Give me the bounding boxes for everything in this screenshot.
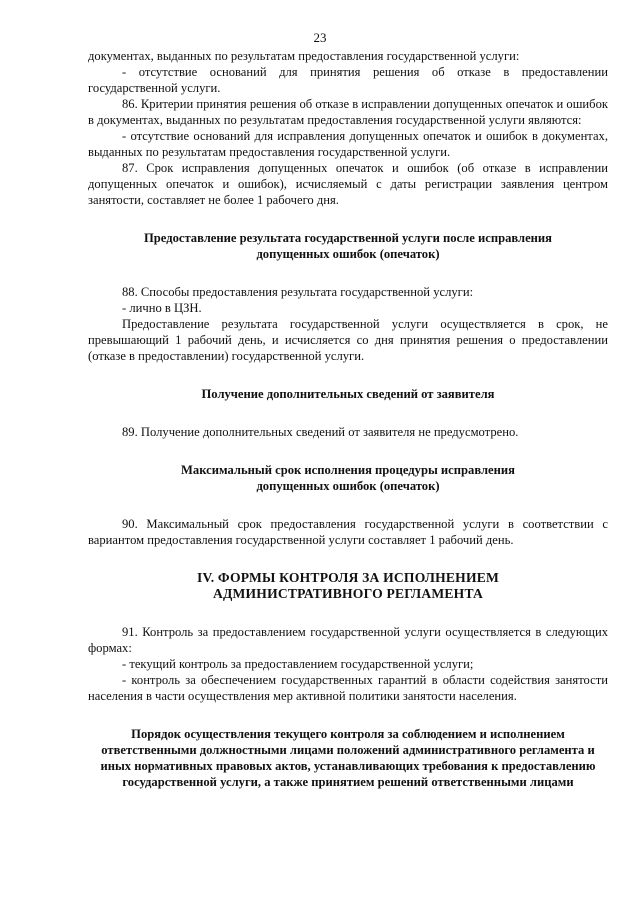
paragraph-91-item-1: - текущий контроль за предоставлением государственной услуги; [122, 657, 474, 671]
paragraph-86: 86. Критерии принятия решения об отказе в исправлении допущенных опечаток и ошибок в документах, выданных по результатам предоставления государственной услуги являются: [88, 97, 608, 127]
paragraph-89: 89. Получение дополнительных сведений от заявителя не предусмотрено. [122, 425, 519, 439]
paragraph-91-item-2: - контроль за обеспечением государственных гарантий в области содействия занятости населения в части осуществления мер активной политики занятости населения. [88, 673, 608, 703]
section-4-title-line-2: АДМИНИСТРАТИВНОГО РЕГЛАМЕНТА [212, 586, 484, 601]
page-number: 23 [313, 30, 327, 45]
heading-current-control-order: Порядок осуществления текущего контроля за соблюдением и исполнением ответственными должностными лицами положений административного регламента и иных нормативных правовых актов, устанавливающих требования к предоставлению государственной услуги, а также принятием решений ответственными лицами [100, 727, 596, 789]
heading-result-line-2: допущенных ошибок (опечаток) [256, 247, 440, 261]
paragraph-continuation-item: - отсутствие оснований для принятия решения об отказе в предоставлении государственной услуги. [88, 65, 608, 95]
document-body [88, 48, 608, 790]
heading-max-term-line-1: Максимальный срок исполнения процедуры исправления [181, 463, 515, 477]
heading-result-line-1: Предоставление результата государственной услуги после исправления [143, 231, 552, 245]
paragraph-88: 88. Способы предоставления результата государственной услуги: [122, 285, 474, 299]
paragraph-88-item: - лично в ЦЗН. [122, 301, 202, 315]
section-4-title-line-1: IV. ФОРМЫ КОНТРОЛЯ ЗА ИСПОЛНЕНИЕМ [196, 570, 500, 585]
paragraph-87: 87. Срок исправления допущенных опечаток и ошибок (об отказе в исправлении допущенных опечаток и ошибок), исчисляемый с даты регистрации заявления центром занятости, составляет не более 1 рабочего дня. [88, 161, 608, 207]
paragraph-88-text: Предоставление результата государственной услуги осуществляется в срок, не превышающий 1 рабочий день, и исчисляется со дня принятия решения о предоставлении (отказе в предоставлении) государственной услуги. [88, 317, 608, 363]
heading-additional-info: Получение дополнительных сведений от заявителя [201, 387, 495, 401]
paragraph-91: 91. Контроль за предоставлением государственной услуги осуществляется в следующих формах: [88, 625, 608, 655]
paragraph-86-item: - отсутствие оснований для исправления допущенных опечаток и ошибок в документах, выданных по результатам предоставления государственной услуги. [88, 129, 608, 159]
paragraph-continuation: документах, выданных по результатам предоставления государственной услуги: [88, 49, 520, 63]
heading-max-term-line-2: допущенных ошибок (опечаток) [256, 479, 440, 493]
paragraph-90: 90. Максимальный срок предоставления государственной услуги в соответствии с вариантом предоставления государственной услуги составляет 1 рабочий день. [88, 517, 608, 547]
